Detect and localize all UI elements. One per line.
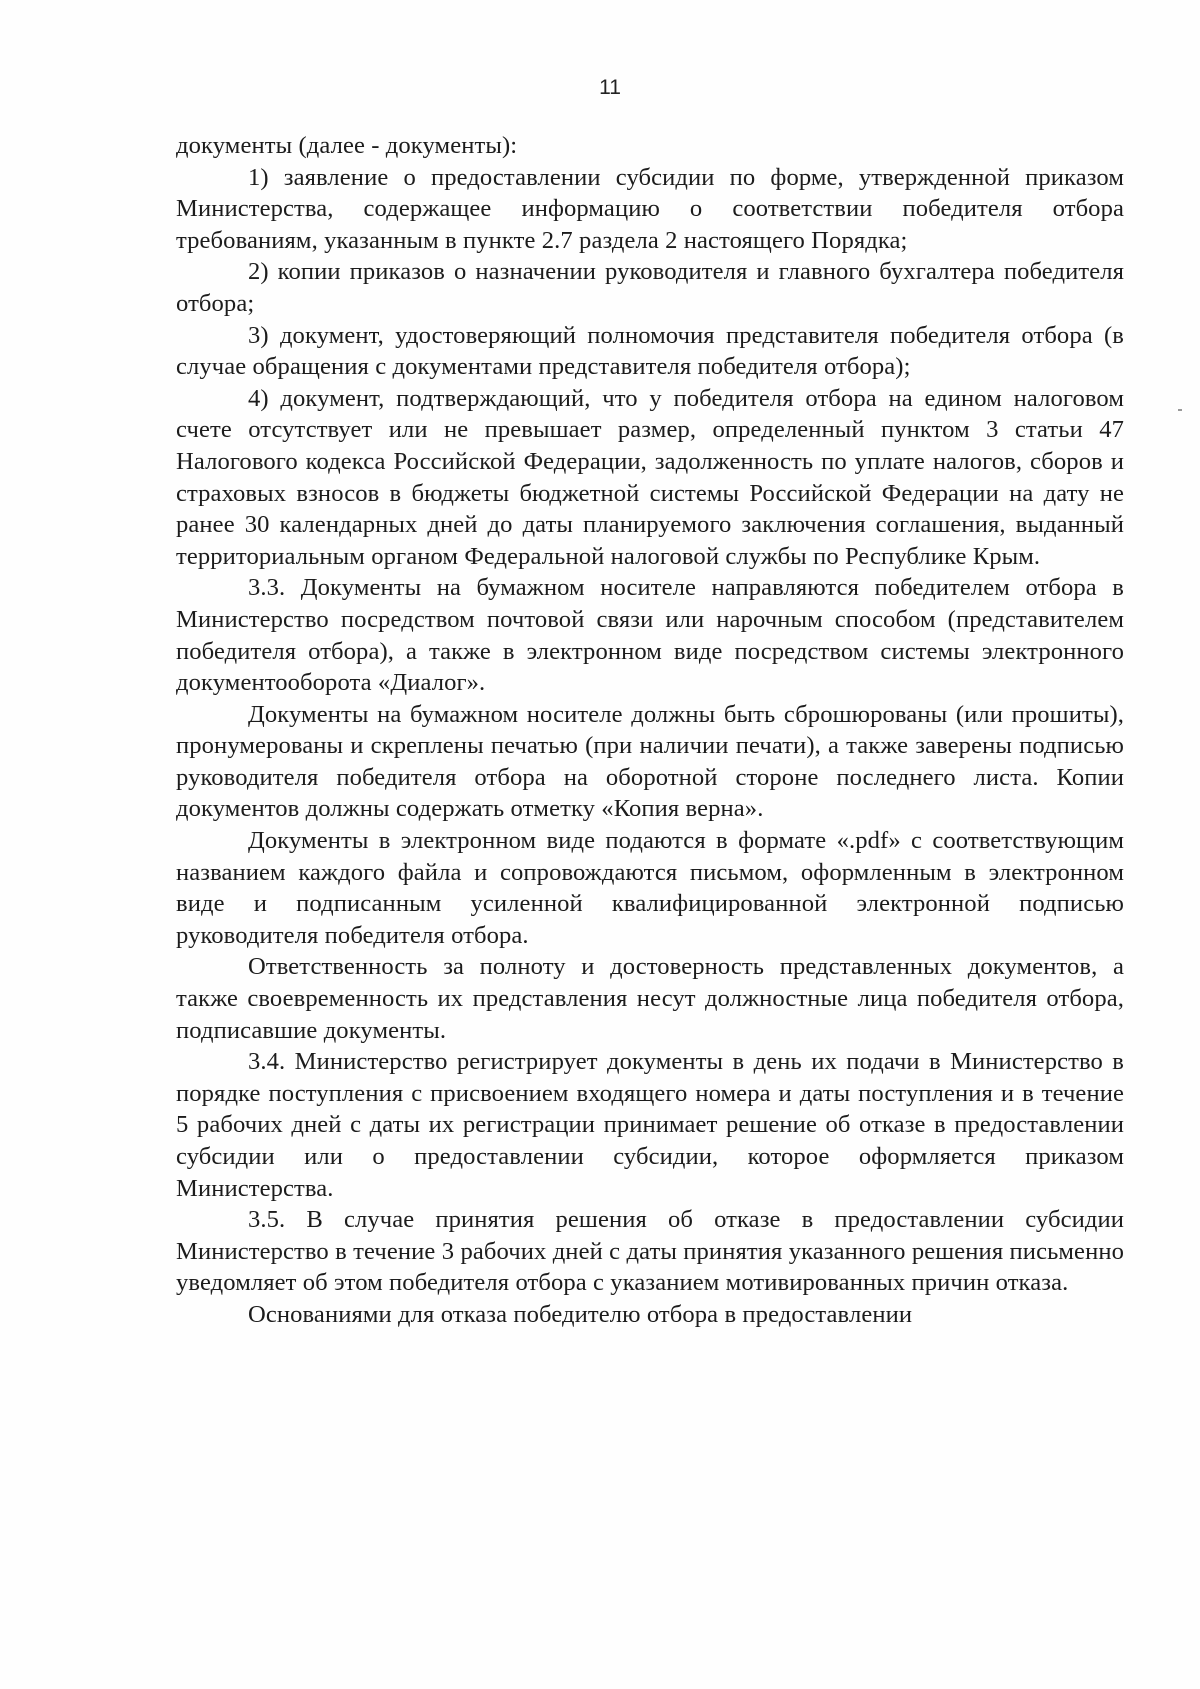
paragraph-3-3-submission: 3.3. Документы на бумажном носителе направляются победителем отбора в Министерство посредством почтовой связи или нарочным способом (представителем победителя отбора), а также в электронном виде посредством системы электронного документооборота «Диалог».: [176, 574, 1124, 697]
paragraph-3-4-registration: 3.4. Министерство регистрирует документы в день их подачи в Министерство в порядке поступления с присвоением входящего номера и даты поступления и в течение 5 рабочих дней с даты их регистрации принимает решение об отказе в предоставлении субсидии или о предоставлении субсидии, которое оформляется приказом Министерства.: [176, 1048, 1124, 1202]
page-number: 11: [599, 76, 621, 99]
paragraph-3-5-refusal-notice: 3.5. В случае принятия решения об отказе в предоставлении субсидии Министерство в течение 3 рабочих дней с даты принятия указанного решения письменно уведомляет об этом победителя отбора с указанием мотивированных причин отказа.: [176, 1206, 1124, 1297]
paragraph-responsibility: Ответственность за полноту и достоверность представленных документов, а также своевременность их представления несут должностные лица победителя отбора, подписавшие документы.: [176, 953, 1124, 1044]
paragraph-item-3-authority-document: 3) документ, удостоверяющий полномочия представителя победителя отбора (в случае обращения с документами представителя победителя отбора);: [176, 321, 1124, 381]
paragraph-refusal-grounds: Основаниями для отказа победителю отбора в предоставлении: [248, 1300, 913, 1328]
scan-artifact: [1178, 409, 1182, 411]
paragraph-documents-intro: документы (далее - документы):: [176, 132, 518, 159]
paragraph-electronic-documents: Документы в электронном виде подаются в формате «.pdf» с соответствующим названием каждого файла и сопровождаются письмом, оформленным в электронном виде и подписанным усиленной квалифицированной электронной подписью руководителя победителя отбора.: [176, 827, 1124, 949]
paragraph-paper-documents: Документы на бумажном носителе должны быть сброшюрованы (или прошиты), пронумерованы и скреплены печатью (при наличии печати), а также заверены подписью руководителя победителя отбора на оборотной стороне последнего листа. Копии документов должны содержать отметку «Копия верна».: [176, 700, 1124, 823]
paragraph-item-1-application: 1) заявление о предоставлении субсидии по форме, утвержденной приказом Министерства, содержащее информацию о соответствии победителя отбора требованиям, указанным в пункте 2.7 раздела 2 настоящего Порядка;: [176, 163, 1124, 254]
document-body: [176, 130, 1124, 1331]
paragraph-item-4-tax-certificate: 4) документ, подтверждающий, что у победителя отбора на едином налоговом счете отсутствует или не превышает размер, определенный пунктом 3 статьи 47 Налогового кодекса Российской Федерации, задолженность по уплате налогов, сборов и страховых взносов в бюджеты бюджетной системы Российской Федерации на дату не ранее 30 календарных дней до даты планируемого заключения соглашения, выданный территориальным органом Федеральной налоговой службы по Республике Крым.: [176, 384, 1124, 570]
paragraph-item-2-order-copies: 2) копии приказов о назначении руководителя и главного бухгалтера победителя отбора;: [176, 258, 1124, 317]
